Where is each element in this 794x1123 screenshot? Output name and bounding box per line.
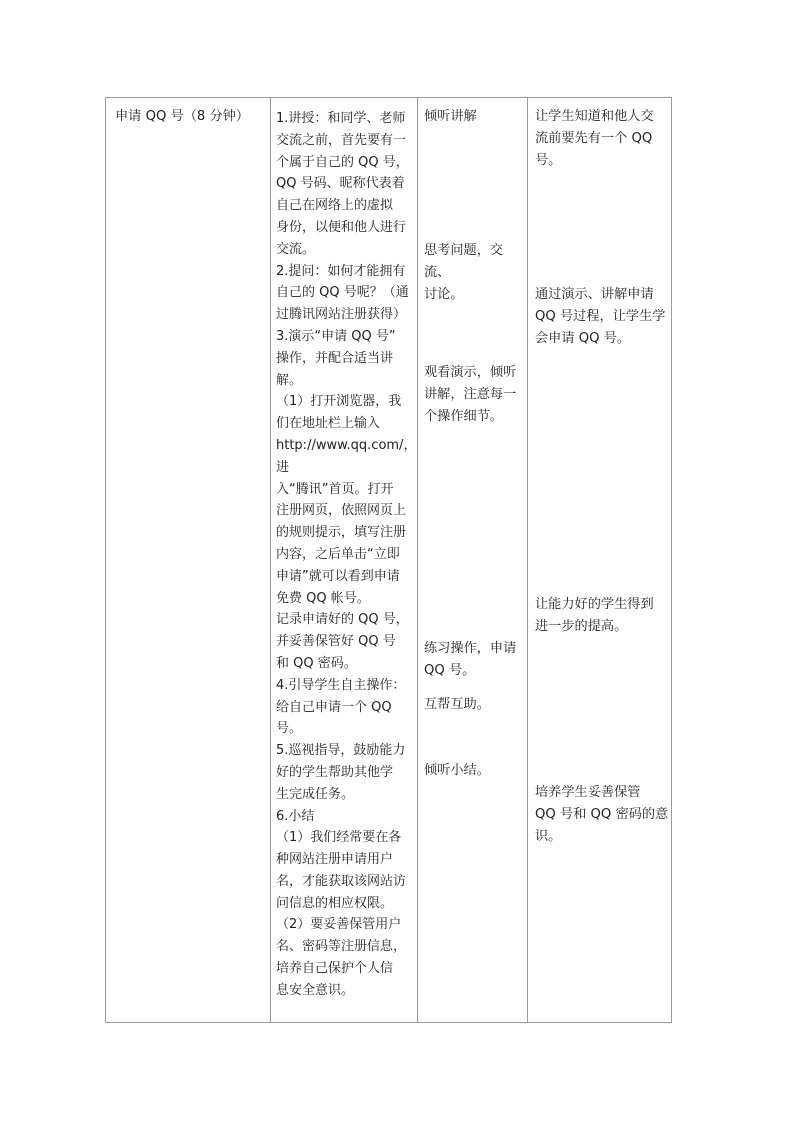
design-intent-need-qq: 让学生知道和他人交 流前要先有一个 QQ 号。 <box>535 109 654 168</box>
stage-cell <box>106 98 271 1023</box>
design-intent-cell <box>528 98 672 1023</box>
teacher-activity-cell <box>271 98 418 1023</box>
design-intent-safekeeping: 培养学生妥善保管 QQ 号和 QQ 密码的意 识。 <box>535 785 669 844</box>
student-activity-help: 互帮互助。 <box>424 697 490 712</box>
student-activity-practice: 练习操作，申请 QQ 号。 <box>424 641 517 678</box>
student-activity-discuss: 思考问题，交流、 讨论。 <box>424 243 504 302</box>
design-intent-improve: 让能力好的学生得到 进一步的提高。 <box>535 597 654 634</box>
design-intent-learn-apply: 通过演示、讲解申请 QQ 号过程，让学生学 会申请 QQ 号。 <box>535 287 666 346</box>
table-row <box>106 98 672 1023</box>
student-activity-cell <box>418 98 528 1023</box>
student-activity-watch: 观看演示，倾听 讲解，注意每一 个操作细节。 <box>424 365 517 424</box>
student-activity-listen: 倾听讲解 <box>424 109 477 124</box>
teacher-activity-text: 1.讲授：和同学、老师 交流之前，首先要有一 个属于自己的 QQ 号， QQ 号码、昵称代表着 自己在网络上的虚拟 身份，以便和他人进行 交流。 2.提问：如何才能拥有 自己的 QQ 号呢？（通 过腾讯网站注册获得） 3.演示“申请 QQ 号” 操作，并配合适当讲解。 （1）打开浏览器，我 们在地址栏上输入 http://www.qq.com/，进 入“腾讯”首页。打开 注册网页，依照网页上 的规则提示，填写注册 内容，之后单击“立即 申请”就可以看到申请 免费 QQ 帐号。 记录申请好的 QQ 号， 并妥善保管好 QQ 号 和 QQ 密码。 4.引导学生自主操作： 给自己申请一个 QQ 号。 5.巡视指导，鼓励能力 好的学生帮助其他学 生完成任务。 6.小结 （1）我们经常要在各 种网站注册申请用户 名，才能获取该网站访 问信息的相应权限。 （2）要妥善保管用户 名、密码等注册信息， 培养自己保护个人信 息安全意识。 <box>276 111 417 998</box>
stage-label: 申请 QQ 号（8 分钟） <box>115 109 250 124</box>
student-activity-summary: 倾听小结。 <box>424 763 490 778</box>
lesson-plan-table <box>105 97 672 1023</box>
